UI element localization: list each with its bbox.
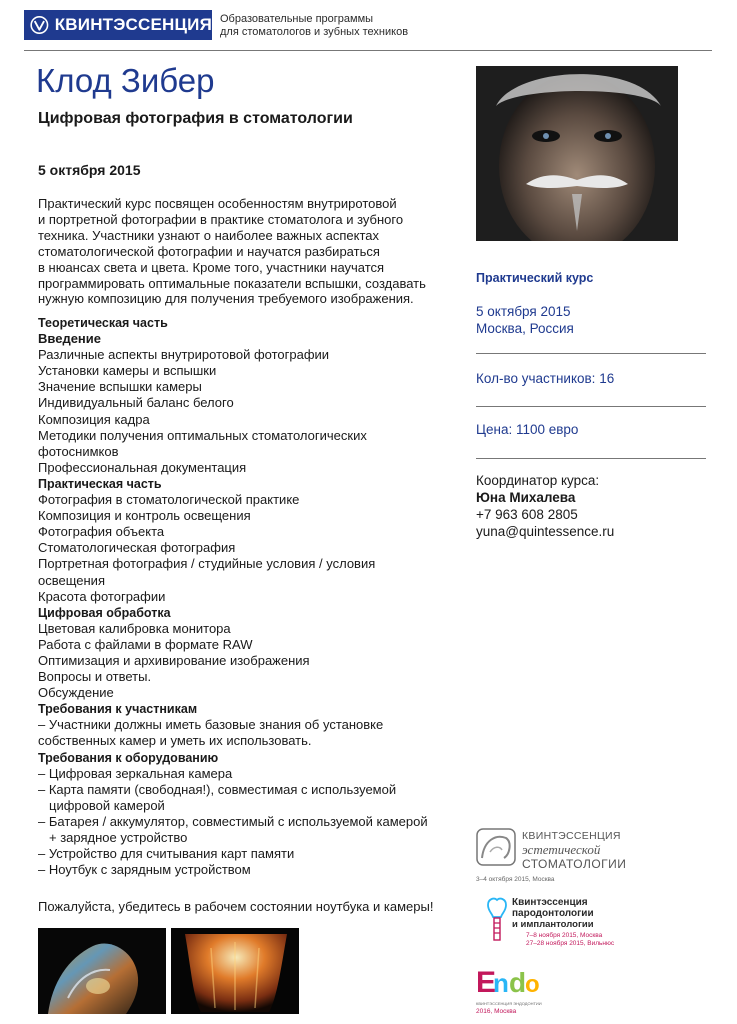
program-item: Цветовая калибровка монитора (38, 620, 231, 636)
program-item: Значение вспышки камеры (38, 379, 202, 395)
program-item: собственных камер и уметь их использовать. (38, 733, 312, 749)
program-item: – Батарея / аккумулятор, совместимый с используемой камерой (38, 813, 428, 829)
participants-count: Кол-во участников: 16 (476, 371, 615, 386)
sidebar-city: Москва, Россия (476, 321, 574, 336)
program-item: Введение (38, 331, 101, 347)
course-price: Цена: 1100 евро (476, 422, 579, 437)
tagline-line: для стоматологов и зубных техников (220, 26, 409, 38)
svg-text:d: d (509, 967, 527, 998)
program-section-heading: Теоретическая часть (38, 316, 168, 330)
description-line: программировать оптимальные показатели вспышки, создавать (38, 275, 426, 291)
perio-implant-logo (476, 893, 636, 951)
endo-logo-date: 2016, Москва (476, 1008, 517, 1015)
description-line: техника. Участники узнают о наиболее важных аспектах (38, 227, 379, 243)
program-item: Фотография объекта (38, 524, 165, 540)
program-item: освещения (38, 572, 105, 588)
tagline-line: Образовательные программы (220, 13, 374, 25)
esthetic-logo-line1: КВИНТЭССЕНЦИЯ (522, 830, 621, 842)
program-item: Портретная фотография / студийные условия / условия (38, 556, 376, 572)
program-item: Профессиональная документация (38, 459, 247, 475)
program-item: Установки камеры и вспышки (38, 363, 217, 379)
instructor-portrait (476, 66, 678, 241)
svg-text:o: o (525, 971, 540, 998)
svg-text:n: n (493, 968, 509, 998)
coordinator-block (476, 472, 614, 540)
sidebar-date: 5 октября 2015 (476, 304, 571, 319)
description-line: нужную композицию для получения требуемого изображения. (38, 291, 414, 307)
esthetic-logo-line2: эстетической (522, 842, 601, 857)
perio-logo-date1: 7–8 ноября 2015, Москва (526, 932, 603, 939)
coordinator-email[interactable]: yuna@quintessence.ru (476, 524, 615, 539)
sidebar-divider (476, 458, 706, 459)
perio-logo-line1: Квинтэссенция (512, 897, 588, 908)
program-item: Стоматологическая фотография (38, 540, 236, 556)
course-type: Практический курс (476, 271, 594, 285)
program-item: – Ноутбук с зарядным устройством (38, 862, 251, 878)
brand-name: КВИНТЭССЕНЦИЯ (54, 15, 212, 34)
program-item: Композиция кадра (38, 411, 150, 427)
program-item: Композиция и контроль освещения (38, 508, 251, 524)
course-subtitle: Цифровая фотография в стоматологии (38, 110, 353, 127)
tooth-implant-icon (486, 897, 508, 943)
program-item: – Цифровая зеркальная камера (38, 765, 233, 781)
perio-logo-date2: 27–28 ноября 2015, Вильнюс (526, 940, 615, 947)
esthetic-dentistry-logo (476, 826, 626, 886)
program-item: Индивидуальный баланс белого (38, 395, 234, 411)
program-section-heading: Требования к оборудованию (38, 750, 219, 765)
program-item: – Устройство для считывания карт памяти (38, 846, 295, 862)
description-line: в нюансах света и цвета. Кроме того, участники научатся (38, 259, 385, 275)
program-item: Вопросы и ответы. (38, 669, 152, 685)
perio-logo-line2: пародонтологии (512, 908, 594, 919)
tooth-photo-1 (38, 928, 166, 1014)
program-item: Различные аспекты внутриротовой фотографии (38, 347, 330, 363)
endo-logo-icon (476, 960, 540, 1000)
sidebar-divider (476, 353, 706, 354)
brand-logo (24, 10, 212, 40)
coordinator-name: Юна Михалева (476, 490, 576, 505)
program-item: – Карта памяти (свободная!), совместимая с используемой (38, 781, 397, 797)
quintessence-logo-icon (30, 13, 49, 37)
tooth-photo-2 (171, 928, 299, 1014)
program-item: фотоснимков (38, 443, 119, 459)
program-section-heading: Цифровая обработка (38, 605, 171, 620)
description-line: и портретной фотографии в практике стоматолога и зубного (38, 211, 404, 227)
program-section-heading: Требования к участникам (38, 702, 198, 717)
esthetic-logo-icon (476, 828, 516, 866)
svg-text:E: E (476, 966, 497, 999)
course-program (38, 315, 458, 878)
header-tagline (220, 13, 408, 39)
program-section-heading: Практическая часть (38, 476, 162, 491)
header-divider (24, 50, 712, 51)
course-description (38, 196, 450, 307)
program-item: Методики получения оптимальных стоматологических (38, 427, 367, 443)
program-item: Красота фотографии (38, 588, 166, 604)
endo-logo-caption: КВИНТЭССЕНЦИЯ ЭНДОДОНТИИ (476, 1001, 542, 1006)
program-item: + зарядное устройство (49, 830, 188, 845)
program-item: цифровой камерой (49, 797, 165, 813)
page-title: Клод Зибер (36, 62, 215, 99)
description-line: Практический курс посвящен особенностям внутриротовой (38, 196, 397, 211)
esthetic-logo-date: 3–4 октября 2015, Москва (476, 876, 555, 883)
esthetic-logo-line3: СТОМАТОЛОГИИ (522, 857, 627, 871)
sidebar-divider (476, 406, 706, 407)
description-line: стоматологической фотографии и научатся разбираться (38, 243, 380, 259)
coordinator-phone[interactable]: +7 963 608 2805 (476, 507, 578, 522)
perio-logo-line3: и имплантологии (512, 919, 594, 930)
program-item: Оптимизация и архивирование изображения (38, 652, 310, 668)
closing-note: Пожалуйста, убедитесь в рабочем состоянии ноутбука и камеры! (38, 899, 434, 914)
program-item: – Участники должны иметь базовые знания об установке (38, 717, 384, 733)
course-date: 5 октября 2015 (38, 162, 141, 178)
endo-logo (476, 960, 566, 1020)
program-item: Работа с файлами в формате RAW (38, 636, 253, 652)
program-item: Обсуждение (38, 685, 114, 701)
coordinator-label: Координатор курса: (476, 473, 600, 488)
program-item: Фотография в стоматологической практике (38, 492, 300, 508)
